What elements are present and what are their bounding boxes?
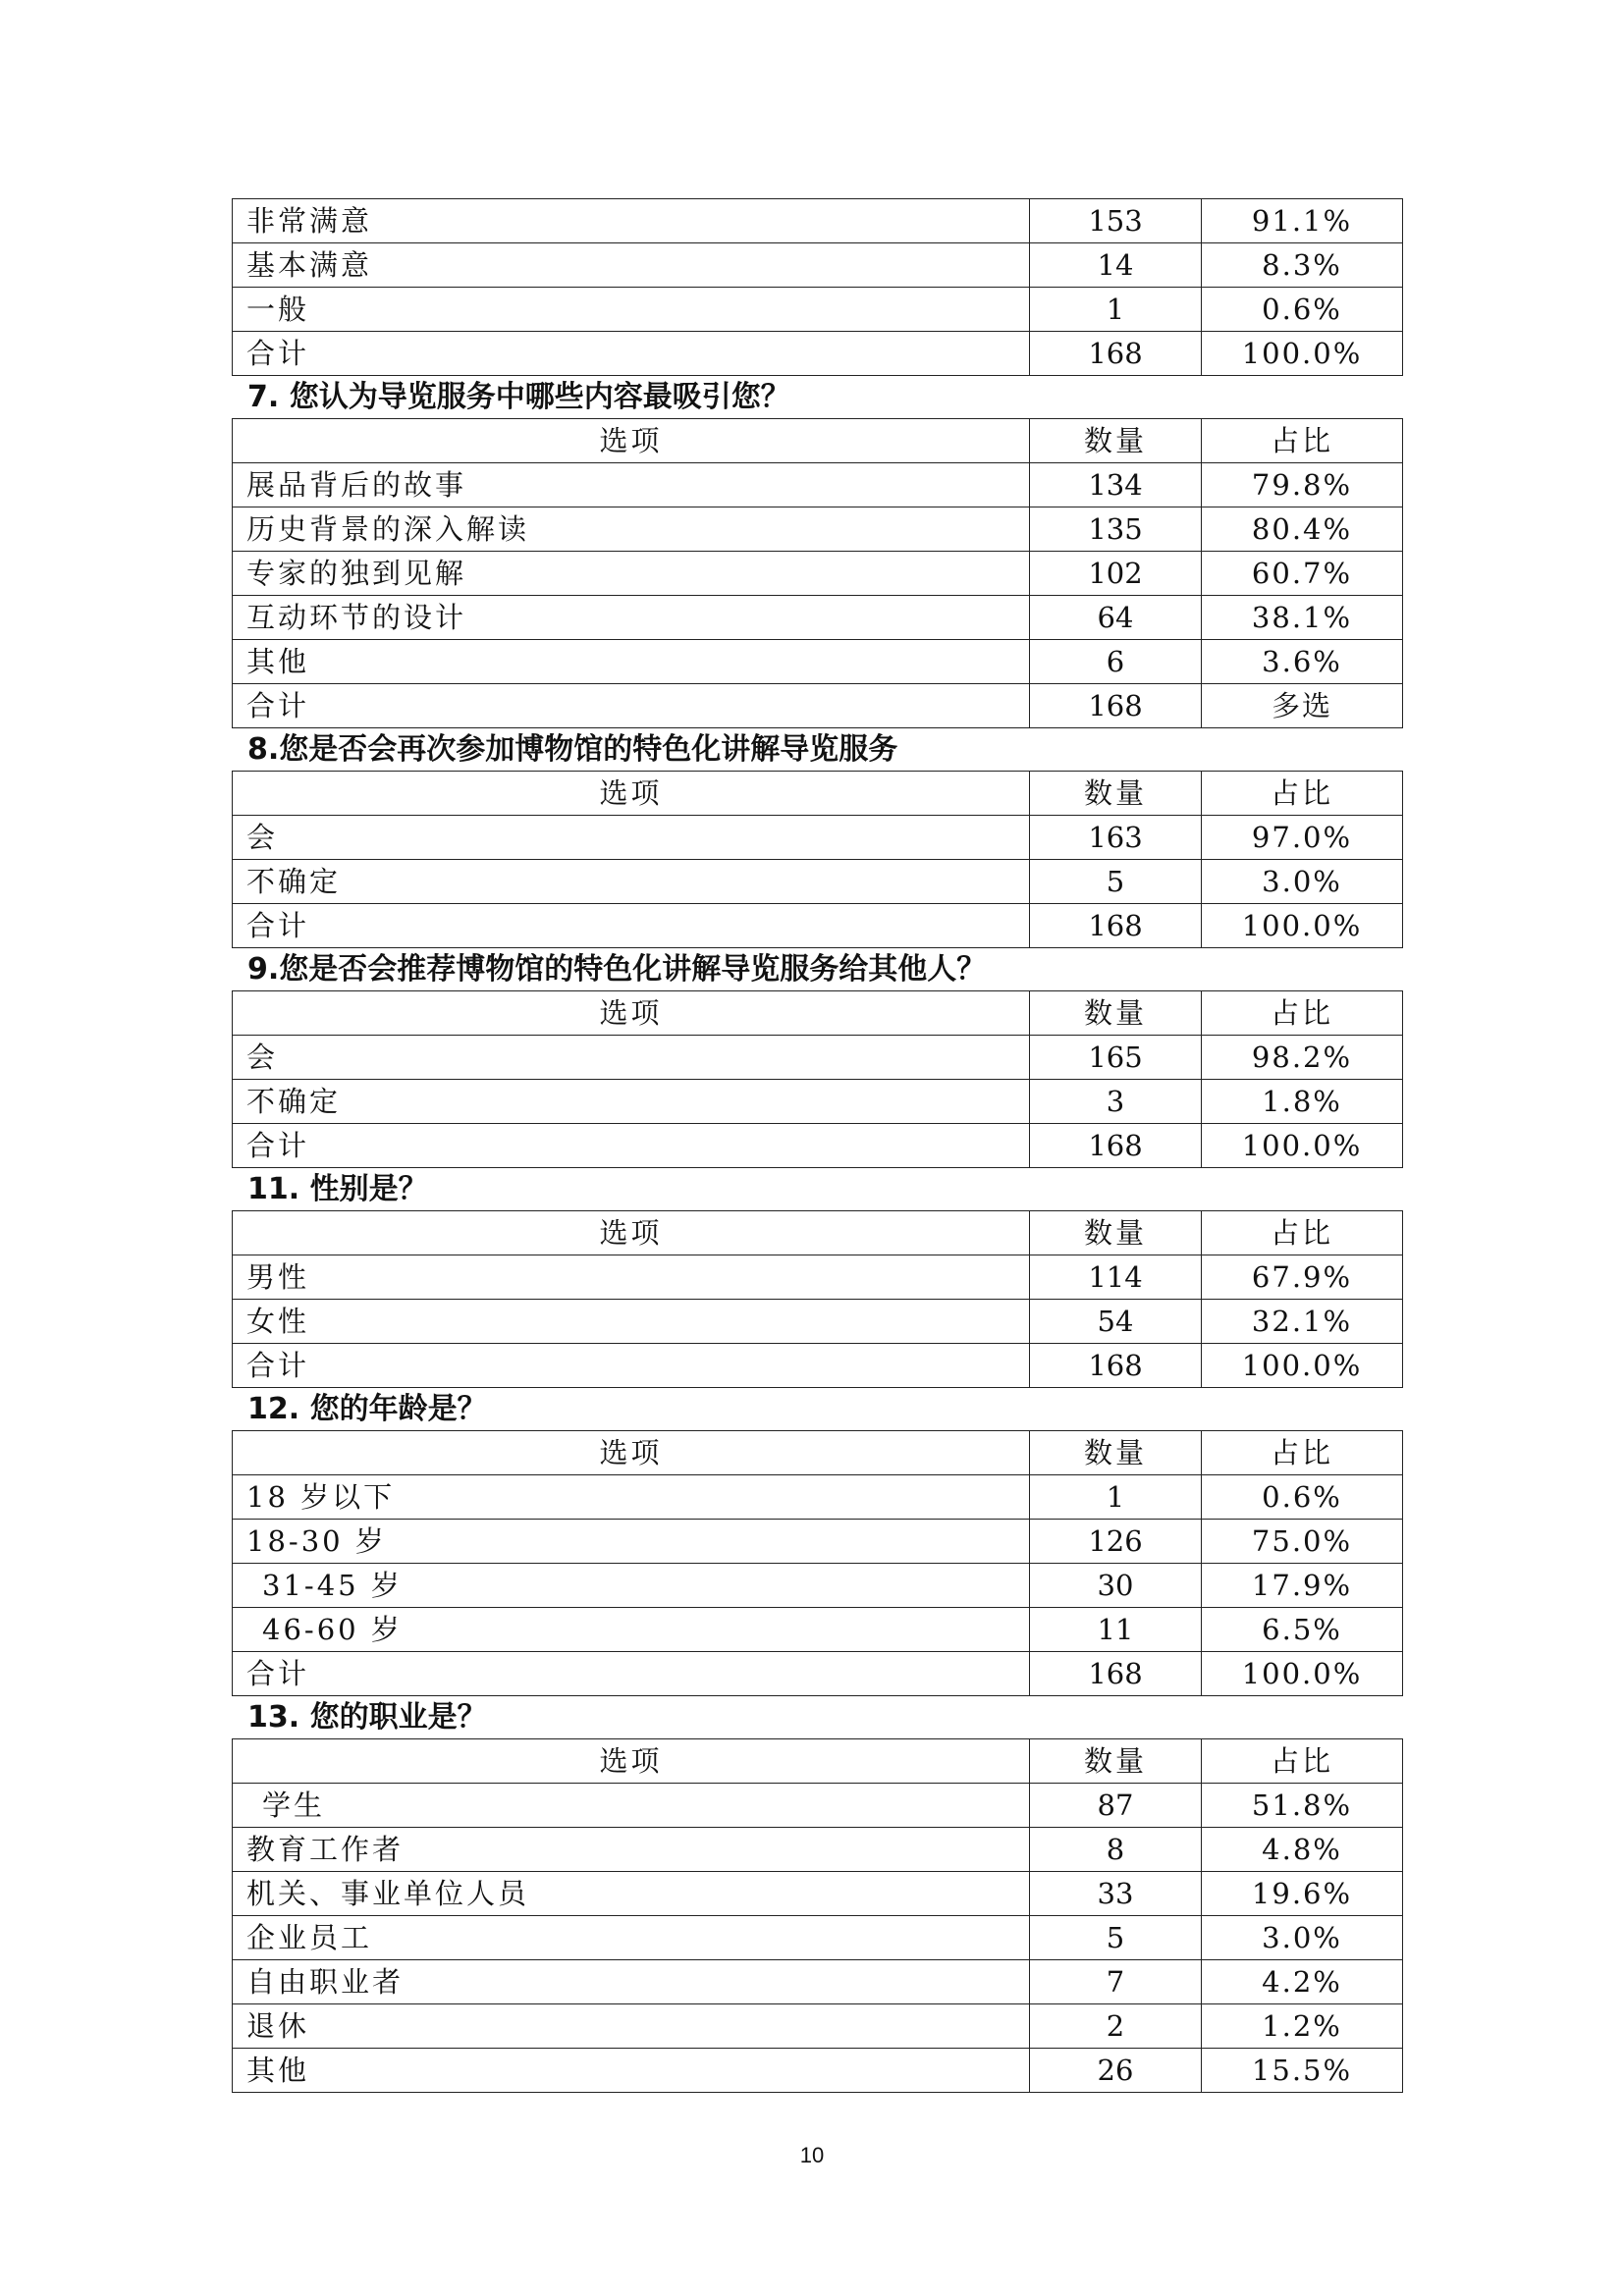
- option-cell: 会: [233, 816, 1030, 860]
- count-cell: 64: [1030, 596, 1202, 640]
- table-row: [233, 904, 1403, 948]
- table-header-row: [233, 1431, 1403, 1475]
- survey-table: [232, 1738, 1403, 2093]
- header-count: 数量: [1030, 419, 1202, 463]
- option-cell: 企业员工: [233, 1916, 1030, 1960]
- count-cell: 114: [1030, 1255, 1202, 1300]
- option-cell: 互动环节的设计: [233, 596, 1030, 640]
- header-option: 选项: [233, 1739, 1030, 1784]
- percent-cell: 75.0%: [1202, 1520, 1403, 1564]
- header-count: 数量: [1030, 1739, 1202, 1784]
- percent-cell: 4.8%: [1202, 1828, 1403, 1872]
- table-row: [233, 243, 1403, 288]
- option-cell: 非常满意: [233, 199, 1030, 243]
- header-option: 选项: [233, 991, 1030, 1036]
- header-count: 数量: [1030, 772, 1202, 816]
- table-row: [233, 1608, 1403, 1652]
- table-row: [233, 1475, 1403, 1520]
- count-cell: 168: [1030, 904, 1202, 948]
- count-cell: 11: [1030, 1608, 1202, 1652]
- percent-cell: 100.0%: [1202, 1652, 1403, 1696]
- survey-table: [232, 1210, 1403, 1388]
- table-row: [233, 1828, 1403, 1872]
- table-row: [233, 1124, 1403, 1168]
- header-percent: 占比: [1202, 772, 1403, 816]
- section-title: 11. 性别是？: [247, 1172, 428, 1206]
- count-cell: 134: [1030, 463, 1202, 507]
- percent-cell: 1.8%: [1202, 1080, 1403, 1124]
- count-cell: 6: [1030, 640, 1202, 684]
- header-percent: 占比: [1202, 1211, 1403, 1255]
- percent-cell: 32.1%: [1202, 1300, 1403, 1344]
- option-cell: 一般: [233, 288, 1030, 332]
- percent-cell: 6.5%: [1202, 1608, 1403, 1652]
- count-cell: 135: [1030, 507, 1202, 552]
- table-row: [233, 1872, 1403, 1916]
- table-row: [233, 199, 1403, 243]
- option-cell: 46-60 岁: [233, 1608, 1030, 1652]
- option-cell: 合计: [233, 684, 1030, 728]
- survey-table: [232, 418, 1403, 728]
- option-cell: 学生: [233, 1784, 1030, 1828]
- count-cell: 168: [1030, 684, 1202, 728]
- option-cell: 18 岁以下: [233, 1475, 1030, 1520]
- header-option: 选项: [233, 772, 1030, 816]
- table-row: [233, 332, 1403, 376]
- header-count: 数量: [1030, 1211, 1202, 1255]
- percent-cell: 0.6%: [1202, 288, 1403, 332]
- percent-cell: 100.0%: [1202, 1344, 1403, 1388]
- percent-cell: 3.6%: [1202, 640, 1403, 684]
- count-cell: 3: [1030, 1080, 1202, 1124]
- percent-cell: 100.0%: [1202, 904, 1403, 948]
- percent-cell: 19.6%: [1202, 1872, 1403, 1916]
- option-cell: 不确定: [233, 860, 1030, 904]
- section-title: 12. 您的年龄是？: [247, 1392, 487, 1426]
- table-header-row: [233, 772, 1403, 816]
- count-cell: 168: [1030, 1124, 1202, 1168]
- count-cell: 7: [1030, 1960, 1202, 2004]
- header-percent: 占比: [1202, 1739, 1403, 1784]
- option-cell: 不确定: [233, 1080, 1030, 1124]
- table-row: [233, 1255, 1403, 1300]
- option-cell: 会: [233, 1036, 1030, 1080]
- percent-cell: 100.0%: [1202, 332, 1403, 376]
- percent-cell: 17.9%: [1202, 1564, 1403, 1608]
- percent-cell: 3.0%: [1202, 860, 1403, 904]
- percent-cell: 67.9%: [1202, 1255, 1403, 1300]
- count-cell: 168: [1030, 332, 1202, 376]
- table-header-row: [233, 991, 1403, 1036]
- count-cell: 54: [1030, 1300, 1202, 1344]
- percent-cell: 3.0%: [1202, 1916, 1403, 1960]
- count-cell: 1: [1030, 288, 1202, 332]
- table-row: [233, 596, 1403, 640]
- option-cell: 历史背景的深入解读: [233, 507, 1030, 552]
- table-header-row: [233, 1739, 1403, 1784]
- option-cell: 女性: [233, 1300, 1030, 1344]
- percent-cell: 60.7%: [1202, 552, 1403, 596]
- table-row: [233, 463, 1403, 507]
- table-row: [233, 507, 1403, 552]
- header-percent: 占比: [1202, 419, 1403, 463]
- option-cell: 合计: [233, 904, 1030, 948]
- option-cell: 专家的独到见解: [233, 552, 1030, 596]
- percent-cell: 79.8%: [1202, 463, 1403, 507]
- section-title: 9.您是否会推荐博物馆的特色化讲解导览服务给其他人？: [247, 952, 987, 987]
- section-title: 7. 您认为导览服务中哪些内容最吸引您？: [247, 380, 790, 414]
- table-row: [233, 1080, 1403, 1124]
- count-cell: 5: [1030, 860, 1202, 904]
- section-title: 8.您是否会再次参加博物馆的特色化讲解导览服务: [247, 732, 898, 767]
- option-cell: 合计: [233, 1652, 1030, 1696]
- table-row: [233, 1916, 1403, 1960]
- table-row: [233, 1784, 1403, 1828]
- header-option: 选项: [233, 1431, 1030, 1475]
- table-row: [233, 2049, 1403, 2093]
- header-percent: 占比: [1202, 1431, 1403, 1475]
- percent-cell: 8.3%: [1202, 243, 1403, 288]
- count-cell: 30: [1030, 1564, 1202, 1608]
- table-row: [233, 1036, 1403, 1080]
- header-option: 选项: [233, 419, 1030, 463]
- document-body: [232, 198, 1402, 2093]
- percent-cell: 1.2%: [1202, 2004, 1403, 2049]
- table-row: [233, 1300, 1403, 1344]
- percent-cell: 100.0%: [1202, 1124, 1403, 1168]
- percent-cell: 多选: [1202, 684, 1403, 728]
- count-cell: 26: [1030, 2049, 1202, 2093]
- option-cell: 基本满意: [233, 243, 1030, 288]
- survey-table: [232, 198, 1403, 376]
- option-cell: 其他: [233, 2049, 1030, 2093]
- table-row: [233, 1520, 1403, 1564]
- option-cell: 教育工作者: [233, 1828, 1030, 1872]
- section-title: 13. 您的职业是？: [247, 1700, 487, 1735]
- percent-cell: 98.2%: [1202, 1036, 1403, 1080]
- table-row: [233, 1960, 1403, 2004]
- table-row: [233, 640, 1403, 684]
- count-cell: 8: [1030, 1828, 1202, 1872]
- option-cell: 自由职业者: [233, 1960, 1030, 2004]
- count-cell: 1: [1030, 1475, 1202, 1520]
- table-row: [233, 684, 1403, 728]
- option-cell: 其他: [233, 640, 1030, 684]
- count-cell: 126: [1030, 1520, 1202, 1564]
- option-cell: 男性: [233, 1255, 1030, 1300]
- option-cell: 18-30 岁: [233, 1520, 1030, 1564]
- survey-table: [232, 1430, 1403, 1696]
- percent-cell: 91.1%: [1202, 199, 1403, 243]
- percent-cell: 97.0%: [1202, 816, 1403, 860]
- option-cell: 合计: [233, 332, 1030, 376]
- count-cell: 87: [1030, 1784, 1202, 1828]
- percent-cell: 4.2%: [1202, 1960, 1403, 2004]
- percent-cell: 15.5%: [1202, 2049, 1403, 2093]
- option-cell: 展品背后的故事: [233, 463, 1030, 507]
- header-option: 选项: [233, 1211, 1030, 1255]
- percent-cell: 80.4%: [1202, 507, 1403, 552]
- header-count: 数量: [1030, 991, 1202, 1036]
- count-cell: 168: [1030, 1344, 1202, 1388]
- table-header-row: [233, 1211, 1403, 1255]
- count-cell: 33: [1030, 1872, 1202, 1916]
- table-row: [233, 288, 1403, 332]
- table-row: [233, 1564, 1403, 1608]
- count-cell: 102: [1030, 552, 1202, 596]
- percent-cell: 38.1%: [1202, 596, 1403, 640]
- survey-table: [232, 771, 1403, 948]
- count-cell: 168: [1030, 1652, 1202, 1696]
- option-cell: 31-45 岁: [233, 1564, 1030, 1608]
- header-percent: 占比: [1202, 991, 1403, 1036]
- percent-cell: 0.6%: [1202, 1475, 1403, 1520]
- count-cell: 5: [1030, 1916, 1202, 1960]
- percent-cell: 51.8%: [1202, 1784, 1403, 1828]
- table-header-row: [233, 419, 1403, 463]
- table-row: [233, 860, 1403, 904]
- option-cell: 机关、事业单位人员: [233, 1872, 1030, 1916]
- table-row: [233, 552, 1403, 596]
- option-cell: 合计: [233, 1124, 1030, 1168]
- count-cell: 163: [1030, 816, 1202, 860]
- count-cell: 14: [1030, 243, 1202, 288]
- table-row: [233, 1652, 1403, 1696]
- option-cell: 退休: [233, 2004, 1030, 2049]
- table-row: [233, 816, 1403, 860]
- count-cell: 153: [1030, 199, 1202, 243]
- page-number: 10: [799, 2143, 825, 2167]
- option-cell: 合计: [233, 1344, 1030, 1388]
- table-row: [233, 1344, 1403, 1388]
- count-cell: 165: [1030, 1036, 1202, 1080]
- header-count: 数量: [1030, 1431, 1202, 1475]
- count-cell: 2: [1030, 2004, 1202, 2049]
- table-row: [233, 2004, 1403, 2049]
- survey-table: [232, 990, 1403, 1168]
